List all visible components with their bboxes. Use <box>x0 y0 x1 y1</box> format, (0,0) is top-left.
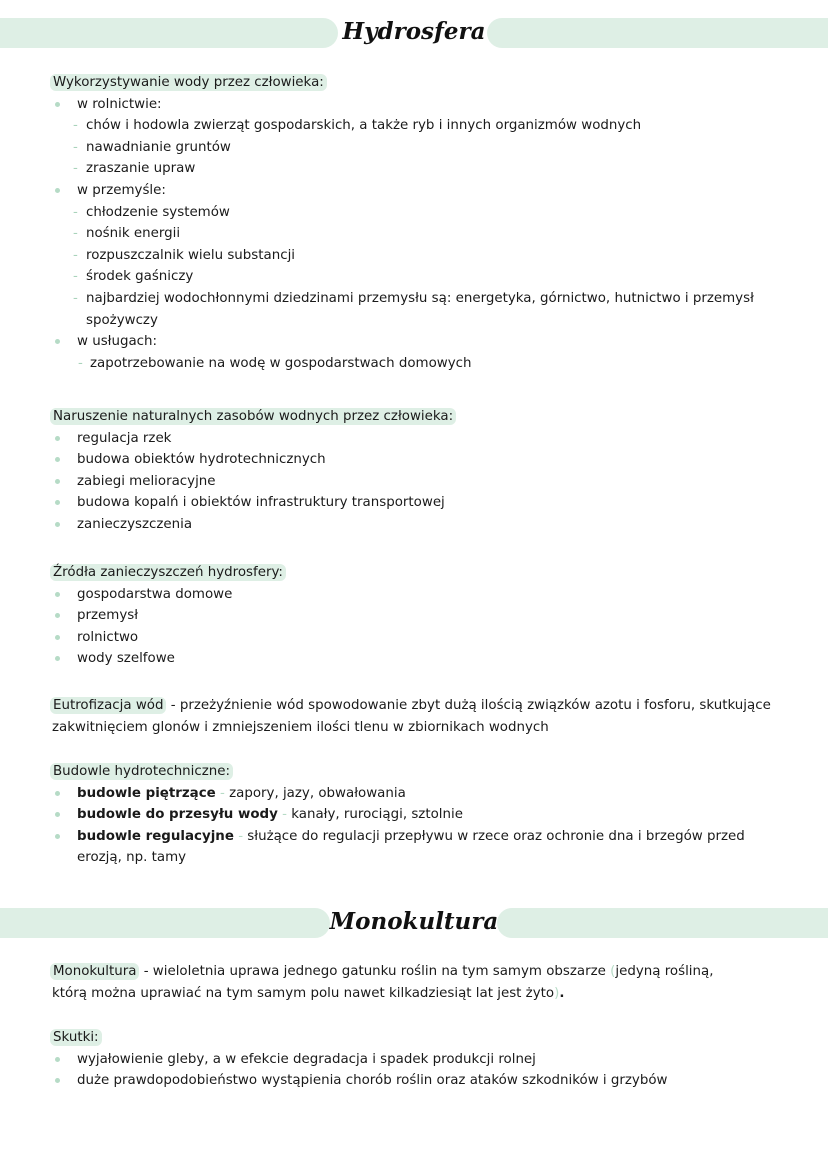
list-item: przemysł <box>52 605 812 627</box>
parenthesis: ( <box>610 964 616 979</box>
list-item: budowle do przesyłu wody - kanały, rurociągi, sztolnie <box>52 804 812 826</box>
parenthesis: ) <box>554 985 560 1001</box>
sources-section <box>52 562 812 670</box>
sub-item-continuation: spożywczy <box>86 312 158 328</box>
sub-item: - najbardziej wodochłonnymi dziedzinami przemysłu są: energetyka, górnictwo, hutnictwo i przemysł <box>52 288 812 310</box>
sub-item: - nawadnianie gruntów <box>52 137 812 159</box>
section-heading: Wykorzystywanie wody przez człowieka: <box>50 74 327 91</box>
list-item: wyjałowienie gleby, a w efekcie degradacja i spadek produkcji rolnej <box>52 1049 812 1071</box>
list-item: budowa obiektów hydrotechnicznych <box>52 449 812 471</box>
list-item: gospodarstwa domowe <box>52 584 812 606</box>
usage-section <box>52 72 812 374</box>
list-item: zanieczyszczenia <box>52 514 812 536</box>
term: budowle regulacyjne <box>77 828 234 844</box>
sub-item: - chłodzenie systemów <box>52 202 812 224</box>
separator: - <box>166 698 180 713</box>
list-item: budowle regulacyjne - służące do regulacji przepływu w rzece oraz ochronie dna i brzegów przed <box>52 826 812 848</box>
description: służące do regulacji przepływu w rzece oraz ochronie dna i brzegów przed <box>247 828 745 844</box>
list-item: regulacja rzek <box>52 428 812 450</box>
list-item: rolnictwo <box>52 627 812 649</box>
definition-text: jedyną rośliną, <box>615 964 714 979</box>
list-item: budowle piętrzące - zapory, jazy, obwałowania <box>52 783 812 805</box>
description: zapory, jazy, obwałowania <box>229 785 406 801</box>
term: budowle do przesyłu wody <box>77 807 278 823</box>
period: . <box>559 985 565 1001</box>
sub-item: - nośnik energii <box>52 223 812 245</box>
section-title: Monokultura <box>329 908 499 935</box>
sub-item: - zraszanie upraw <box>52 158 812 180</box>
list-item: w rolnictwie: <box>52 94 812 116</box>
definition-text: którą można uprawiać na tym samym polu nawet kilkadziesiąt lat jest żyto <box>52 985 555 1001</box>
violation-section <box>52 406 812 536</box>
section-heading: Źródła zanieczyszczeń hydrosfery: <box>50 564 286 581</box>
definition-text: zakwitnięciem glonów i zmniejszeniem ilości tlenu w zbiornikach wodnych <box>52 719 549 735</box>
definition-text: wieloletnia uprawa jednego gatunku roślin na tym samym obszarze <box>152 964 611 979</box>
description: kanały, rurociągi, sztolnie <box>291 807 463 823</box>
structures-section <box>52 761 812 869</box>
monoculture-definition <box>52 961 812 1004</box>
section-heading: Skutki: <box>50 1029 102 1046</box>
list-item: w usługach: <box>52 331 812 353</box>
list-item: budowa kopalń i obiektów infrastruktury transportowej <box>52 492 812 514</box>
list-item: zabiegi melioracyjne <box>52 471 812 493</box>
term: Monokultura <box>50 963 139 980</box>
eutrophication-definition <box>52 695 812 738</box>
term: Eutrofizacja wód <box>50 697 166 714</box>
list-item: duże prawdopodobieństwo wystąpienia chorób roślin oraz ataków szkodników i grzybów <box>52 1070 812 1092</box>
effects-section <box>52 1027 812 1092</box>
list-item: wody szelfowe <box>52 648 812 670</box>
section-heading: Naruszenie naturalnych zasobów wodnych przez człowieka: <box>50 408 456 425</box>
section-heading: Budowle hydrotechniczne: <box>50 763 233 780</box>
separator: - <box>139 964 153 979</box>
sub-item: - środek gaśniczy <box>52 266 812 288</box>
definition-text: przeżyźnienie wód spowodowanie zbyt dużą ilością związków azotu i fosforu, skutkujące <box>179 698 771 713</box>
sub-item: - zapotrzebowanie na wodę w gospodarstwach domowych <box>52 353 812 375</box>
list-item: w przemyśle: <box>52 180 812 202</box>
description-continuation: erozją, np. tamy <box>77 850 187 866</box>
sub-item: - chów i hodowla zwierząt gospodarskich, a także ryb i innych organizmów wodnych <box>52 115 812 137</box>
section-banner-hydrosfera <box>0 18 828 48</box>
section-title: Hydrosfera <box>342 18 486 45</box>
term: budowle piętrzące <box>77 785 216 801</box>
section-banner-monokultura <box>0 908 828 938</box>
sub-item: - rozpuszczalnik wielu substancji <box>52 245 812 267</box>
